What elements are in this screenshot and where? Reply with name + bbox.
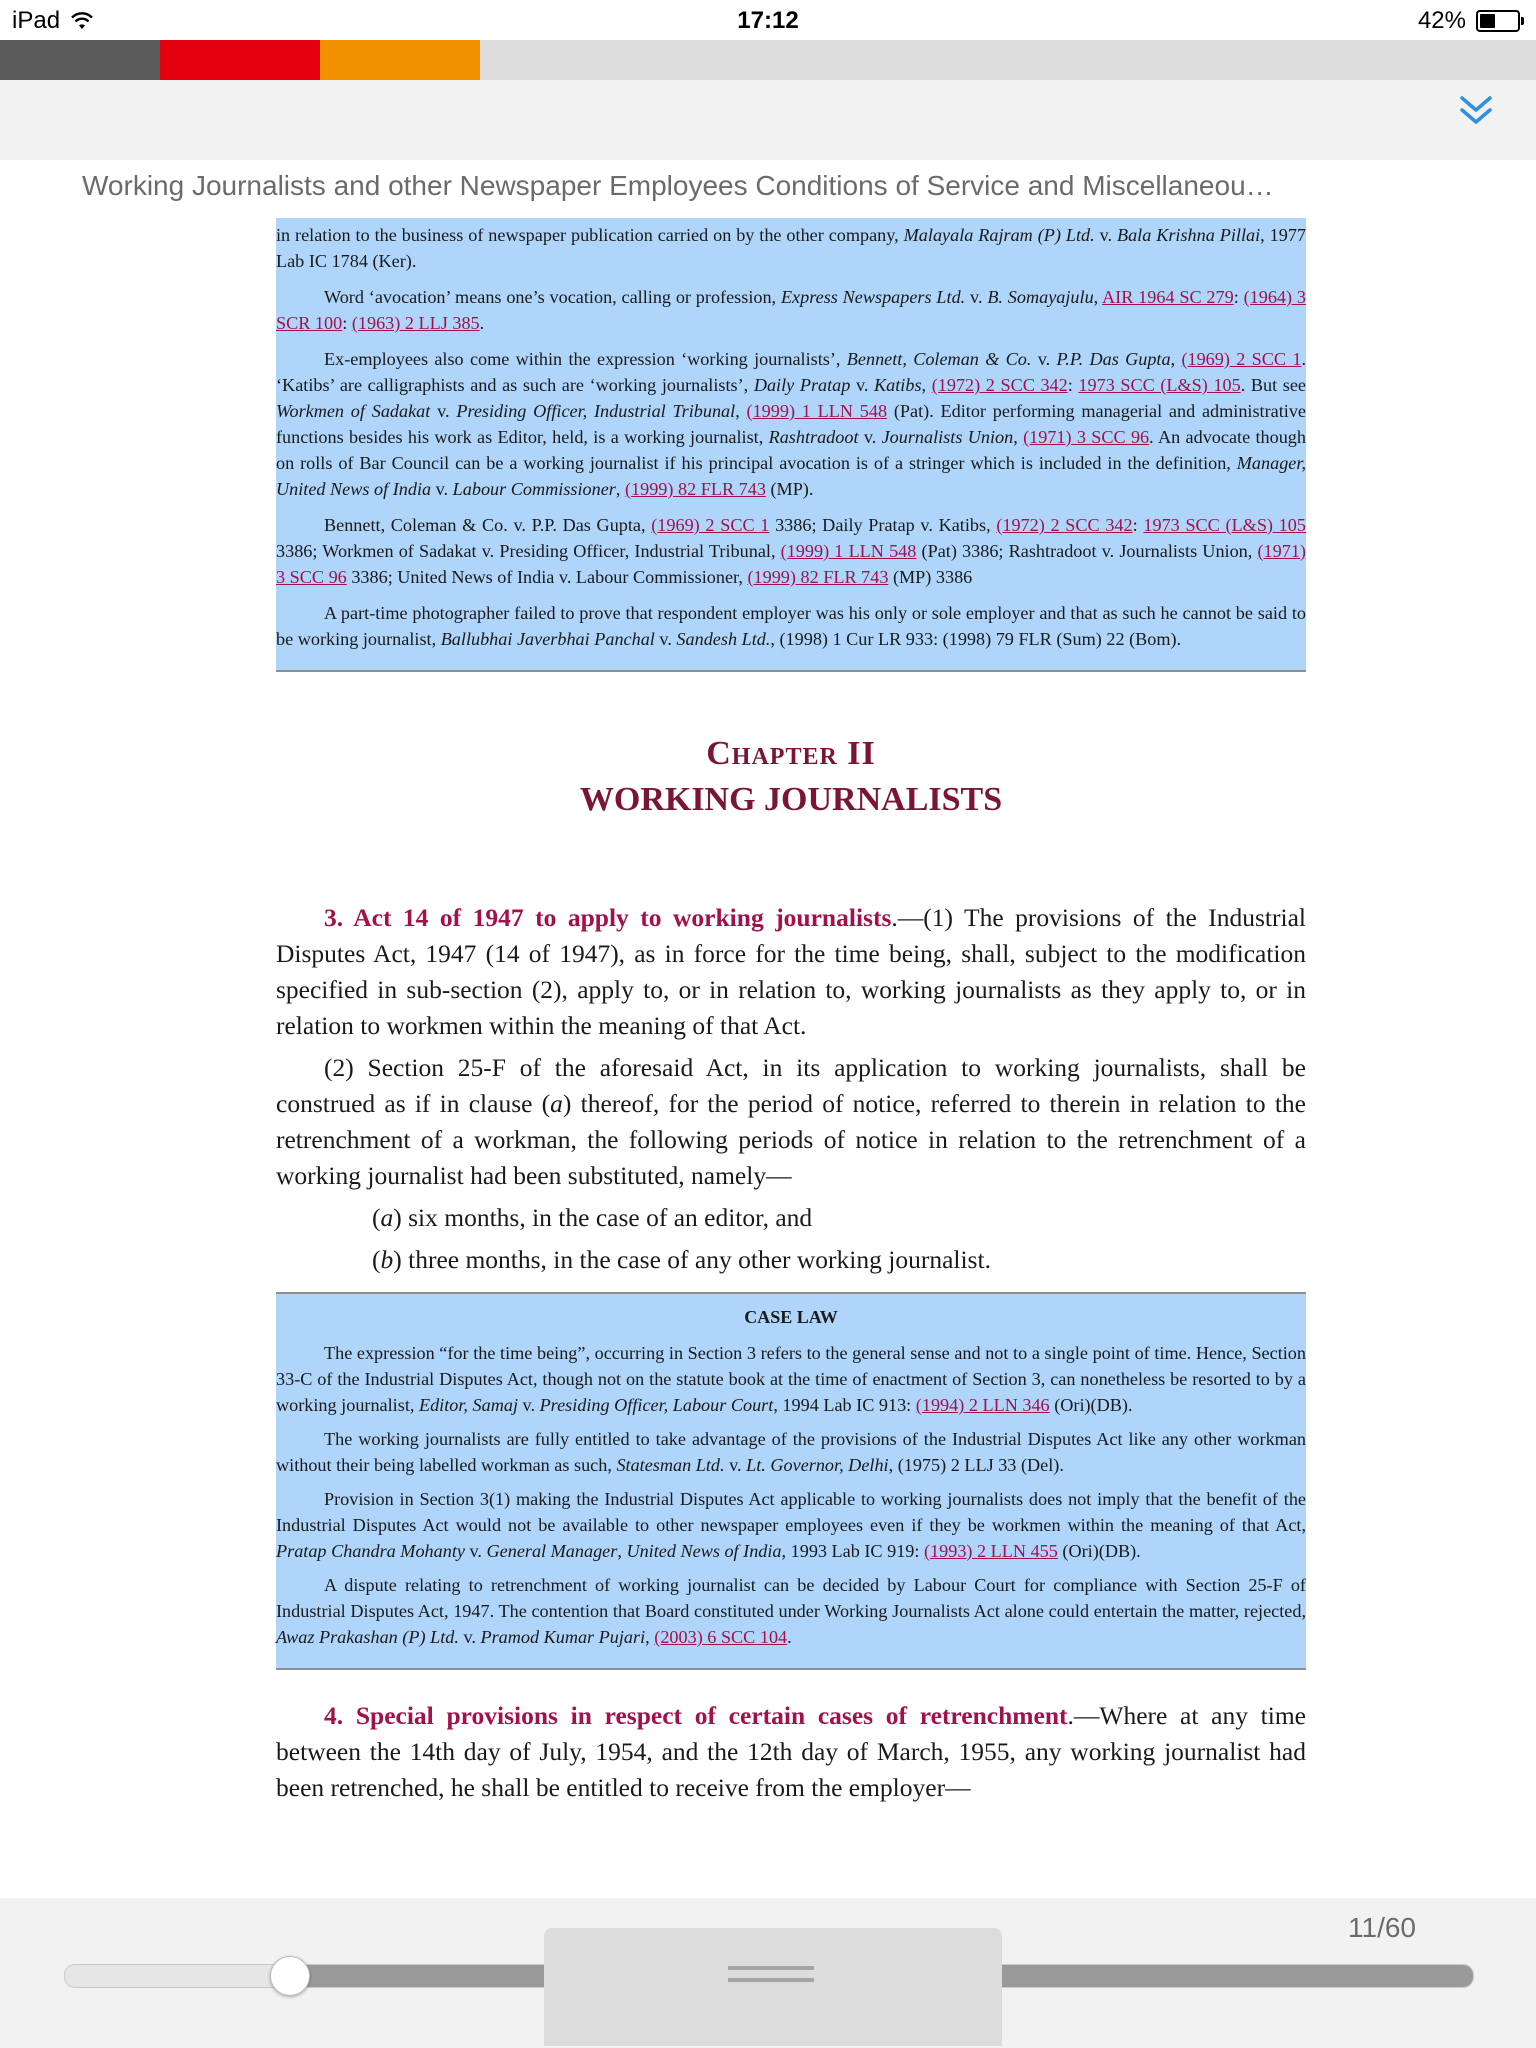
- text-run: v.: [431, 479, 453, 499]
- section-4-text: .—Where at any time between the 14th day of July, 1954, and the 12th day of March, 1955, any working journalist had been retrenched, he shall be entitled to receive from the employer—: [276, 1701, 1306, 1802]
- page-indicator: 11/60: [1348, 1912, 1416, 1943]
- text-run: v.: [654, 629, 677, 649]
- citation-link[interactable]: (1964) 3 SCR 100: [276, 287, 1306, 333]
- highlighted-case-law-block: [276, 218, 1306, 672]
- text-run: , 1993 Lab IC 919:: [781, 1541, 924, 1561]
- text-run: :: [342, 313, 352, 333]
- color-segment: [0, 40, 160, 80]
- case-law-paragraph: [276, 284, 1306, 336]
- case-law-paragraph: [276, 1340, 1306, 1418]
- case-name: B. Somayajulu: [987, 287, 1094, 307]
- text-run: . ‘Katibs’ are calligraphists and as such are ‘working journalists’,: [276, 349, 1306, 395]
- citation-link[interactable]: (1972) 2 SCC 342: [931, 375, 1068, 395]
- item-text: three months, in the case of any other working journalist.: [401, 1245, 991, 1274]
- citation-link[interactable]: (1963) 2 LLJ 385: [351, 313, 480, 333]
- text-run: v.: [858, 427, 882, 447]
- citation-link[interactable]: (2003) 6 SCC 104: [654, 1627, 788, 1647]
- case-law-paragraph: [276, 600, 1306, 652]
- case-name: Pratap Chandra Mohanty: [276, 1541, 465, 1561]
- battery-percent: 42%: [1417, 7, 1466, 34]
- text-run: (Pat) 3386; Rashtradoot v. Journalists Union,: [916, 541, 1258, 561]
- text-run: ,: [735, 401, 747, 421]
- text-run: The working journalists are fully entitled to take advantage of the provisions of the Industrial Disputes Act like any other workman without their being labelled workman as such,: [276, 1429, 1306, 1475]
- case-name: Presiding Officer, Industrial Tribunal: [456, 401, 736, 421]
- case-name: Daily Pratap: [753, 375, 851, 395]
- text-run: ,: [1093, 287, 1103, 307]
- text-run: v.: [464, 1541, 487, 1561]
- text-run: .: [787, 1627, 792, 1647]
- text-run: ,: [1170, 349, 1182, 369]
- case-law-heading: CASE LAW: [744, 1307, 838, 1327]
- text-run: :: [1233, 287, 1244, 307]
- case-law-body: [276, 1340, 1306, 1650]
- text-run: ,: [1013, 427, 1024, 447]
- drawer-handle[interactable]: [544, 1928, 1002, 2046]
- text-run: . But see: [1240, 375, 1306, 395]
- color-strip: [0, 40, 1536, 80]
- citation-link[interactable]: (1969) 2 SCC 1: [1181, 349, 1302, 369]
- item-text: six months, in the case of an editor, and: [401, 1203, 813, 1232]
- text-run: 3386; Daily Pratap v. Katibs,: [769, 515, 997, 535]
- text-run: Bennett, Coleman & Co. v. P.P. Das Gupta,: [324, 515, 652, 535]
- section-3-item-b: (b) three months, in the case of any other working journalist.: [372, 1245, 991, 1274]
- item-letter: b: [380, 1245, 394, 1274]
- text-run: ,: [645, 1627, 655, 1647]
- case-name: Manager, United News of India: [276, 453, 1306, 499]
- chevron-down-double-icon[interactable]: [1456, 90, 1496, 130]
- case-name: Katibs: [874, 375, 922, 395]
- case-law-paragraph: [276, 512, 1306, 590]
- citation-link[interactable]: (1969) 2 SCC 1: [651, 515, 770, 535]
- text-run: , 1994 Lab IC 913:: [773, 1395, 916, 1415]
- citation-link[interactable]: (1999) 1 LLN 548: [746, 401, 888, 421]
- text-run: ,: [617, 1541, 627, 1561]
- citation-link[interactable]: (1972) 2 SCC 342: [996, 515, 1133, 535]
- case-name: Presiding Officer, Labour Court: [539, 1395, 774, 1415]
- clock: 17:12: [737, 7, 799, 34]
- case-name: Labour Commissioner: [452, 479, 616, 499]
- case-name: United News of India: [626, 1541, 782, 1561]
- text-run: Ex-employees also come within the expression ‘working journalists’,: [324, 349, 847, 369]
- case-name: Lt. Governor, Delhi: [746, 1455, 889, 1475]
- case-name: Journalists Union: [881, 427, 1014, 447]
- text-run: , 1977 Lab IC 1784 (Ker).: [276, 225, 1307, 271]
- section-3-paragraph-2: [276, 1050, 1306, 1194]
- text-run: The expression “for the time being”, occurring in Section 3 refers to the general sense and not to a single point of time. Hence, Section 33-C of the Industrial Disputes Act, though not on the statute book at the time of enactment of Section 3, can nonetheless be resorted to by a working journalist,: [276, 1343, 1306, 1415]
- text-run: (Pat). Editor performing managerial and administrative functions besides his work as Editor, held, is a working journalist,: [276, 401, 1306, 447]
- case-law-paragraph: [276, 1426, 1306, 1478]
- page-scrubber-knob[interactable]: [270, 1956, 310, 1996]
- text-run: .: [479, 313, 485, 333]
- section-3-text-2c: ) thereof, for the period of notice, referred to therein in relation to the retrenchment of a workman, the following periods of notice in relation to the retrenchment of a working journalist had been substituted, namely—: [276, 1089, 1306, 1190]
- grip-line: [728, 1966, 814, 1970]
- section-3-clause-letter: a: [550, 1089, 563, 1118]
- case-name: Pramod Kumar Pujari: [480, 1627, 646, 1647]
- section-3-text-2a: (2) Section 25-F of the aforesaid Act, in its application to working journalists, shall be construed as if in clause (: [276, 1053, 1306, 1118]
- case-name: Express Newspapers Ltd.: [780, 287, 966, 307]
- status-bar: [0, 0, 1536, 40]
- text-run: 3386; United News of India v. Labour Commissioner,: [346, 567, 748, 587]
- text-run: :: [1132, 515, 1144, 535]
- page-content: [276, 218, 1306, 1806]
- text-run: v.: [850, 375, 875, 395]
- citation-link[interactable]: (1971) 3 SCC 96: [1023, 427, 1150, 447]
- text-run: A dispute relating to retrenchment of working journalist can be decided by Labour Court for compliance with Section 25-F of Industrial Disputes Act, 1947. The contention that Board constituted under Working Journalists Act alone could entertain the matter, rejected,: [276, 1575, 1306, 1621]
- citation-link[interactable]: (1994) 2 LLN 346: [915, 1395, 1050, 1415]
- case-law-block: [276, 1292, 1306, 1670]
- text-run: Provision in Section 3(1) making the Industrial Disputes Act applicable to working journalists does not imply that the benefit of the Industrial Disputes Act would not be available to other newspaper employees even if they be workmen within the meaning of that Act,: [276, 1489, 1306, 1535]
- case-name: Statesman Ltd.: [616, 1455, 725, 1475]
- text-run: 3386; Workmen of Sadakat v. Presiding Officer, Industrial Tribunal,: [276, 541, 781, 561]
- color-segment: [320, 40, 480, 80]
- color-segment: [160, 40, 320, 80]
- text-run: v.: [1031, 349, 1057, 369]
- battery-icon: [1476, 10, 1520, 32]
- case-name: Workmen of Sadakat: [276, 401, 431, 421]
- case-law-paragraph: [276, 1572, 1306, 1650]
- citation-link[interactable]: AIR 1964 SC 279: [1102, 287, 1234, 307]
- text-run: :: [1067, 375, 1079, 395]
- status-right: [1418, 7, 1520, 35]
- text-run: ,: [615, 479, 625, 499]
- case-name: P.P. Das Gupta: [1056, 349, 1171, 369]
- text-run: (Ori)(DB).: [1057, 1541, 1141, 1561]
- citation-link[interactable]: (1999) 82 FLR 743: [624, 479, 766, 499]
- citation-link[interactable]: (1999) 82 FLR 743: [747, 567, 889, 587]
- text-run: (Ori)(DB).: [1049, 1395, 1133, 1415]
- case-law-paragraph: [276, 1486, 1306, 1564]
- text-run: v.: [724, 1455, 747, 1475]
- text-run: , (1998) 1 Cur LR 933: (1998) 79 FLR (Sum) 22 (Bom).: [770, 629, 1182, 649]
- citation-link[interactable]: 1973 SCC (L&S) 105: [1078, 375, 1241, 395]
- case-name: Bennett, Coleman & Co.: [846, 349, 1032, 369]
- text-run: v.: [965, 287, 988, 307]
- section-3-paragraph-1: [276, 900, 1306, 1044]
- section-3-heading: 3. Act 14 of 1947 to apply to working journalists: [324, 903, 892, 932]
- text-run: Word ‘avocation’ means one’s vocation, calling or profession,: [324, 287, 781, 307]
- text-run: ,: [921, 375, 932, 395]
- text-run: v.: [430, 401, 457, 421]
- text-run: A part-time photographer failed to prove that respondent employer was his only or sole employer and that as such he cannot be said to be working journalist,: [276, 603, 1306, 649]
- section-3-item-a: (a) six months, in the case of an editor, and: [372, 1203, 813, 1232]
- chapter-title: WORKING JOURNALISTS: [579, 781, 1003, 818]
- case-name: Editor, Samaj: [418, 1395, 518, 1415]
- section-4-paragraph: [276, 1698, 1306, 1806]
- item-letter: a: [380, 1203, 394, 1232]
- text-run: (MP) 3386: [888, 567, 973, 587]
- citation-link[interactable]: (1993) 2 LLN 455: [924, 1541, 1058, 1561]
- chapter-label: Chapter II: [706, 735, 876, 772]
- text-run: . An advocate though on rolls of Bar Council can be a working journalist if his principal avocation is of a stringer which is included in the definition,: [276, 427, 1306, 473]
- citation-link[interactable]: 1973 SCC (L&S) 105: [1143, 515, 1306, 535]
- case-name: Rashtradoot: [768, 427, 859, 447]
- text-run: , (1975) 2 LLJ 33 (Del).: [888, 1455, 1064, 1475]
- chapter-heading: [276, 734, 1306, 822]
- reader-toolbar: [0, 80, 1536, 160]
- document-title: Working Journalists and other Newspaper Employees Conditions of Service and Miscellaneou…: [82, 170, 1274, 201]
- battery-fill: [1480, 14, 1495, 28]
- case-name: General Manager: [486, 1541, 618, 1561]
- text-run: v.: [458, 1627, 481, 1647]
- grip-line: [728, 1978, 814, 1982]
- citation-link[interactable]: (1999) 1 LLN 548: [780, 541, 917, 561]
- case-name: Ballubhai Javerbhai Panchal: [440, 629, 655, 649]
- case-name: Awaz Prakashan (P) Ltd.: [276, 1627, 459, 1647]
- case-name: Bala Krishna Pillai: [1116, 225, 1261, 245]
- text-run: v.: [518, 1395, 540, 1415]
- text-run: (MP).: [765, 479, 814, 499]
- text-run: v.: [1094, 225, 1117, 245]
- case-law-paragraph: [276, 346, 1306, 502]
- section-3-text-1: .—(1) The provisions of the Industrial Disputes Act, 1947 (14 of 1947), as in force for the time being, shall, subject to the modification specified in sub-section (2), apply to, or in relation to, working journalists as they apply to, or in relation to workmen within the meaning of that Act.: [276, 903, 1306, 1040]
- device-label: iPad: [12, 7, 61, 34]
- case-law-paragraph: [276, 222, 1306, 274]
- case-name: Sandesh Ltd.: [676, 629, 771, 649]
- section-4-heading: 4. Special provisions in respect of certain cases of retrenchment: [324, 1701, 1068, 1730]
- case-name: Malayala Rajram (P) Ltd.: [903, 225, 1095, 245]
- citation-link[interactable]: (1971) 3 SCC 96: [276, 541, 1306, 587]
- text-run: in relation to the business of newspaper publication carried on by the other company,: [276, 225, 904, 245]
